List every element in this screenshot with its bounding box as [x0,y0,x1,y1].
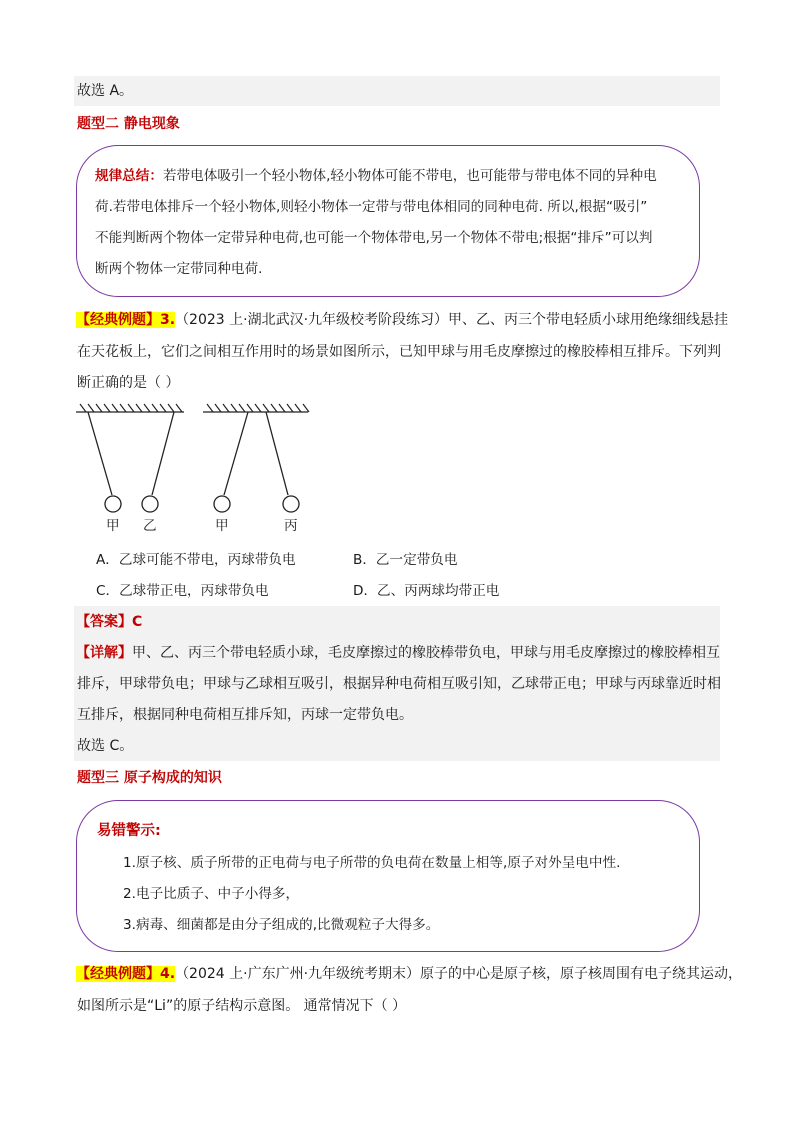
rule-line-2: 荷.若带电体排斥一个轻小物体,则轻小物体一定带与带电体相同的同种电荷. 所以,根据“吸引” [95,199,648,215]
example3-tag: 【经典例题】3. [76,312,176,328]
warning-item-2: 2.电子比质子、中子小得多， [123,886,300,902]
ball-jia-2 [214,496,230,512]
detail-line-4: 故选 C。 [77,738,134,754]
example4-line-2: 如图所示是“Li”的原子结构示意图。 通常情况下（ ） [77,998,407,1014]
rule-summary-box [76,145,700,297]
example4-line-1 [76,964,742,984]
rule-line-1 [95,166,657,186]
option-a: A．乙球可能不带电，丙球带负电 [96,552,296,568]
rule-label: 规律总结： [95,168,163,184]
detail-tag: 【详解】 [76,645,132,661]
rule-line-4: 断两个物体一定带同种电荷. [95,261,263,277]
detail-line-1 [76,643,720,663]
rule-text-1: 若带电体吸引一个轻小物体,轻小物体可能不带电，也可能带与带电体不同的异种电 [162,168,657,184]
warning-item-3: 3.病毒、细菌都是由分子组成的,比微观粒子大得多。 [123,917,440,933]
example3-line-2: 在天花板上，它们之间相互作用时的场景如图所示，已知甲球与用毛皮摩擦过的橡胶棒相互排斥。下列判 [77,344,721,360]
thread-yi [152,412,174,495]
warning-title: 易错警示: [97,823,161,839]
example3-line-1 [76,310,728,330]
answer-line [76,612,142,632]
answer-value: C [132,614,143,630]
ball-bing [283,496,299,512]
thread-bing [266,412,288,495]
ceiling-left [76,404,184,412]
ceiling-right [203,404,309,412]
detail-line-3: 互排斥，根据同种电荷相互排斥知，丙球一定带负电。 [77,707,413,723]
label-jia-1: 甲 [106,518,120,534]
detail-text-1: 甲、乙、丙三个带电轻质小球，毛皮摩擦过的橡胶棒带负电，甲球与用毛皮摩擦过的橡胶棒相互 [132,645,720,661]
example3-text-1: （2023 上·湖北武汉·九年级校考阶段练习）甲、乙、丙三个带电轻质小球用绝缘细线悬挂 [175,312,729,328]
warning-item-1: 1.原子核、质子所带的正电荷与电子所带的负电荷在数量上相等,原子对外呈电中性. [123,855,621,871]
answer-tag: 【答案】 [76,614,132,630]
detail-line-2: 排斥，甲球带负电；甲球与乙球相互吸引，根据异种电荷相互吸引知，乙球带正电；甲球与丙球靠近时相 [77,676,721,692]
example3-line-3: 断正确的是（ ） [77,375,180,391]
thread-jia-1 [88,412,112,495]
label-yi: 乙 [143,518,157,534]
option-c: C．乙球带正电，丙球带负电 [96,583,269,599]
ball-yi [142,496,158,512]
warning-box [76,800,700,952]
answer-text-top: 故选 A。 [77,83,134,99]
label-jia-2: 甲 [215,518,229,534]
example4-tag: 【经典例题】4. [76,966,176,982]
section-title-3: 题型三 原子构成的知识 [77,770,222,786]
pendulum-figure [70,402,330,532]
rule-line-3: 不能判断两个物体一定带异种电荷,也可能一个物体带电,另一个物体不带电;根据“排斥”可以判 [95,230,653,246]
label-bing: 丙 [284,518,298,534]
section-title-2: 题型二 静电现象 [77,116,180,132]
option-b: B．乙一定带负电 [353,552,458,568]
thread-jia-2 [224,412,248,495]
example4-text-1: （2024 上·广东广州·九年级统考期末）原子的中心是原子核，原子核周围有电子绕其运动， [175,966,743,982]
answer-shade-top [74,76,720,106]
ball-jia-1 [105,496,121,512]
option-d: D．乙、丙两球均带正电 [353,583,500,599]
